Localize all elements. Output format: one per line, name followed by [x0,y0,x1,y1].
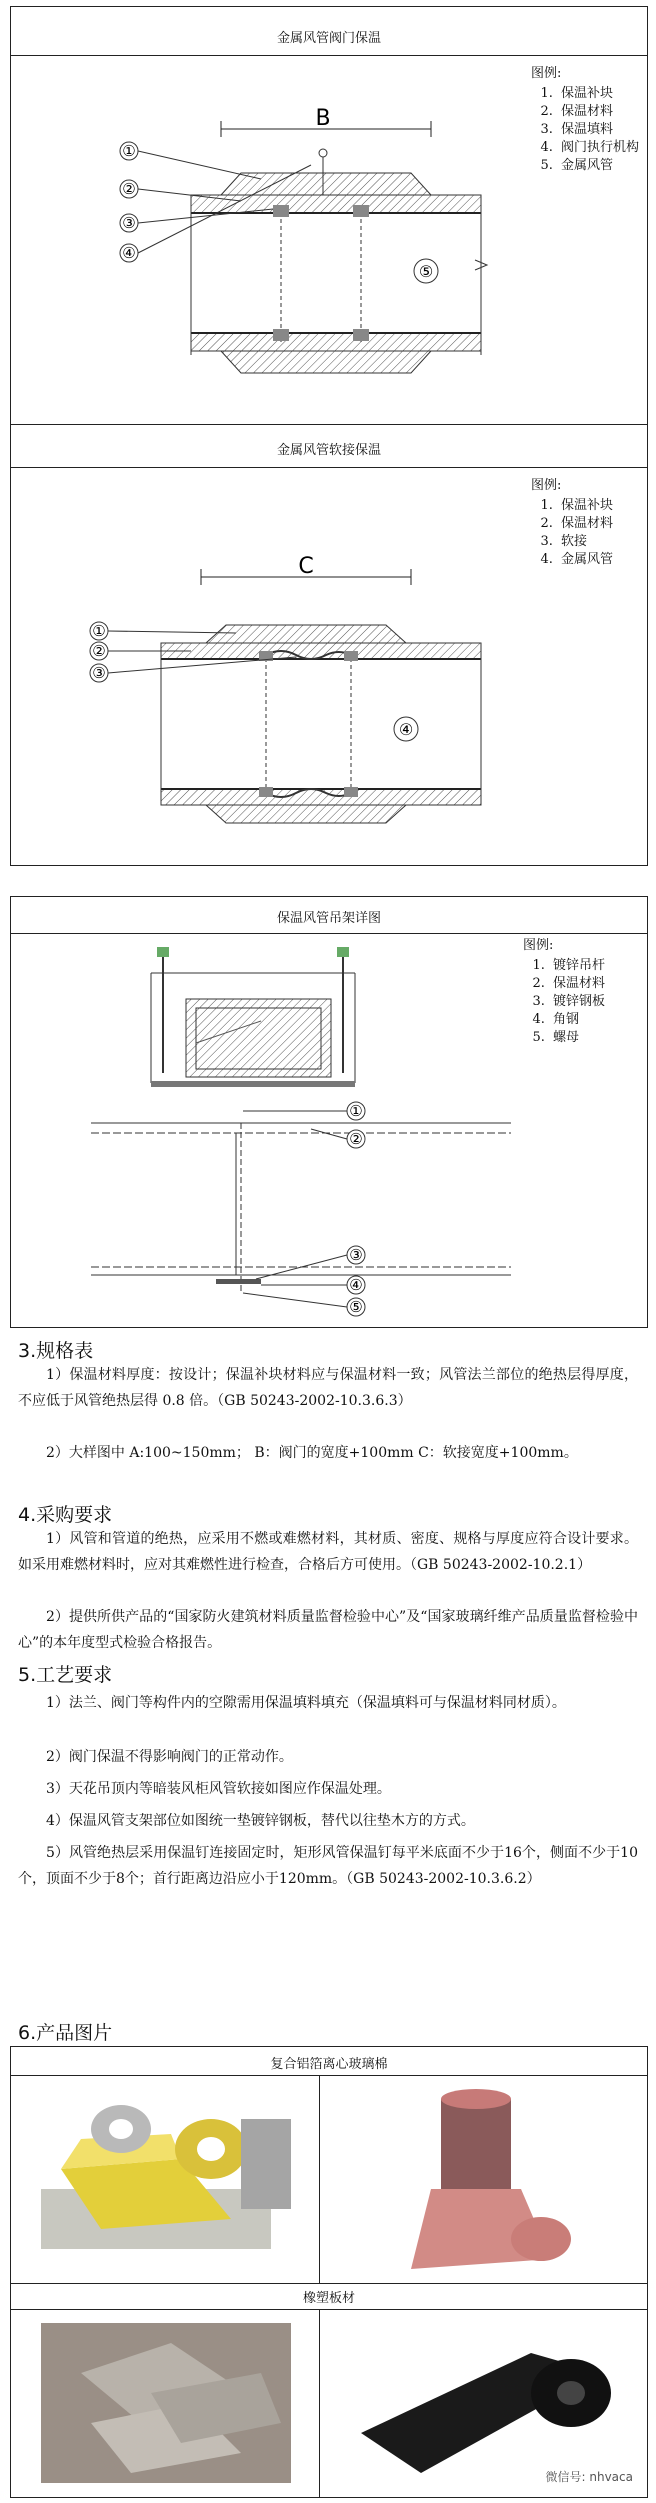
paragraph: 1）法兰、阀门等构件内的空隙需用保温填料填充（保温填料可与保温材料同材质）。 [46,1695,566,1711]
callout-label: ① [122,142,136,160]
legend-item: 1. 镀锌吊杆 [549,957,643,975]
paragraph: 2）大样图中 A:100~150mm； B：阀门的宽度+100mm C：软接宽度+100mm。 [46,1445,578,1461]
legend-title: 图例: [531,66,562,81]
flexible-joint-insulation-panel [10,424,648,866]
section-heading: 5.工艺要求 [18,1664,113,1686]
legend-item: 2. 保温材料 [557,515,641,533]
legend-title: 图例: [531,478,562,493]
watermark: 微信号: nhvaca [545,2470,633,2484]
callout-label: ⑤ [418,262,434,281]
legend-title: 图例: [523,938,554,953]
divider [11,2283,647,2284]
legend-item: 4. 阀门执行机构 [557,139,641,157]
callout-label: ④ [398,720,414,739]
valve-insulation-drawing [11,55,531,425]
rubber-plastic-sheet-photo [21,2313,311,2493]
flexible-joint-drawing [11,467,531,857]
legend-item: 3. 镀锌钢板 [549,993,643,1011]
paragraph: 5）风管绝热层采用保温钉连接固定时，矩形风管保温钉每平米底面不少于16个，侧面不少于10个，顶面不少于8个；首行距离边沿应小于120mm。（GB 50243-2002-10.3.6.2） [18,1845,638,1887]
hanger-detail-drawing [11,933,521,1323]
legend [531,477,641,569]
callout-label: ⑤ [349,1298,363,1316]
legend [531,65,641,175]
section-heading: 4.采购要求 [18,1504,113,1526]
paragraph: 2）阀门保温不得影响阀门的正常动作。 [46,1749,293,1765]
dimension-label: C [298,554,314,579]
legend-item: 4. 金属风管 [557,551,641,569]
legend-item: 3. 软接 [557,533,641,551]
callout-label: ① [92,622,106,640]
panel-title: 金属风管阀门保温 [276,31,381,46]
legend-item: 5. 金属风管 [557,157,641,175]
section-heading: 3.规格表 [18,1340,94,1362]
rubber-plastic-roll-photo [331,2313,631,2493]
product-title: 橡塑板材 [302,2291,355,2306]
product-table [10,2046,648,2498]
callout-label: ④ [349,1276,363,1294]
callout-label: ① [349,1102,363,1120]
legend-item: 2. 保温材料 [549,975,643,993]
red-glass-wool-roll-photo [331,2079,631,2279]
paragraph: 3）天花吊顶内等暗装风柜风管软接如图应作保温处理。 [46,1781,391,1797]
panel-title: 金属风管软接保温 [276,443,381,458]
callout-label: ② [92,642,106,660]
legend-item: 1. 保温补块 [557,497,641,515]
paragraph: 2）提供所供产品的“国家防火建筑材料质量监督检验中心”及“国家玻璃纤维产品质量监督检验中心”的本年度型式检验合格报告。 [18,1609,638,1651]
duct-hanger-detail-panel [10,896,648,1328]
legend-item: 2. 保温材料 [557,103,641,121]
callout-label: ④ [122,244,136,262]
product-title: 复合铝箔离心玻璃棉 [270,2057,388,2072]
column-divider [319,2309,320,2497]
section-heading: 6.产品图片 [18,2022,113,2044]
column-divider [319,2075,320,2283]
panel-title: 保温风管吊架详图 [276,911,381,926]
callout-label: ② [122,180,136,198]
callout-label: ③ [122,214,136,232]
divider [11,2309,647,2310]
legend-item: 5. 螺母 [549,1029,643,1047]
divider [11,2075,647,2076]
paragraph: 1）保温材料厚度：按设计；保温补块材料应与保温材料一致；风管法兰部位的绝热层得厚度，不应低于风管绝热层得 0.8 倍。（GB 50243-2002-10.3.6.3） [18,1367,638,1409]
callout-label: ② [349,1130,363,1148]
glass-wool-photo [21,2079,311,2279]
legend-item: 3. 保温填料 [557,121,641,139]
dimension-label: B [315,106,331,131]
valve-insulation-panel [10,6,648,426]
paragraph: 4）保温风管支架部位如图统一垫镀锌钢板，替代以往垫木方的方式。 [46,1813,475,1829]
callout-label: ③ [92,664,106,682]
legend [523,937,643,1047]
paragraph: 1）风管和管道的绝热，应采用不燃或难燃材料，其材质、密度、规格与厚度应符合设计要求。如采用难燃材料时，应对其难燃性进行检查，合格后方可使用。（GB 50243-2002-10.2.1） [18,1531,638,1573]
legend-item: 1. 保温补块 [557,85,641,103]
callout-label: ③ [349,1246,363,1264]
legend-item: 4. 角钢 [549,1011,643,1029]
